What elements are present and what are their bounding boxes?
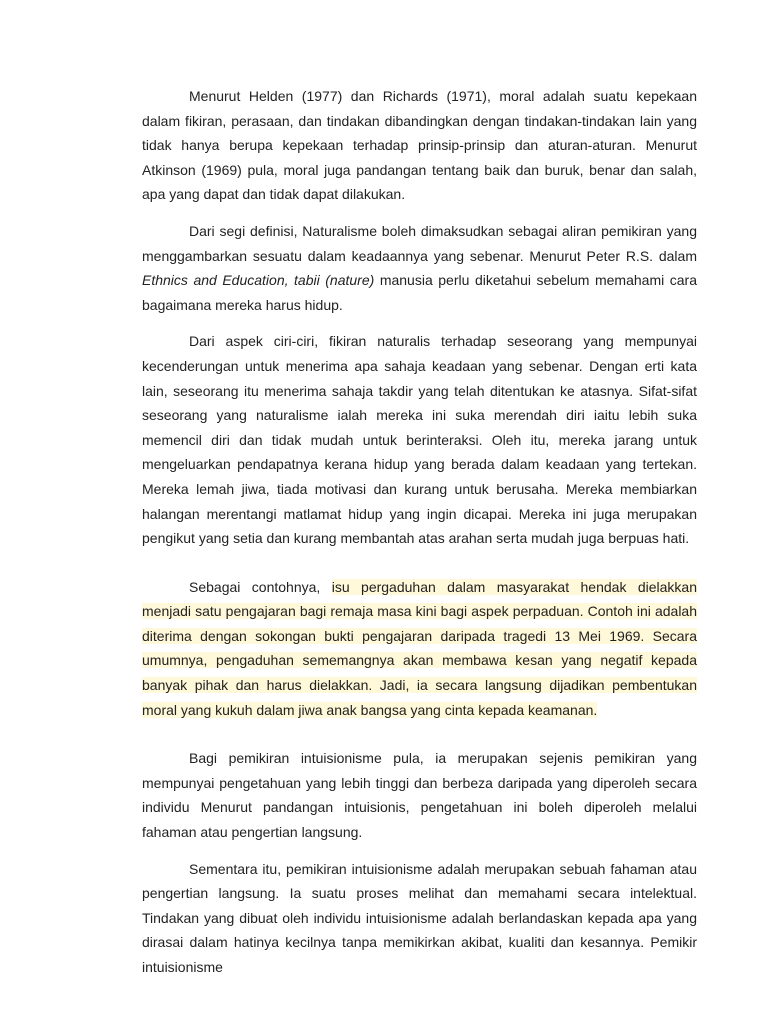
paragraph-spacer xyxy=(142,722,697,746)
paragraph-intuitionism-process xyxy=(142,857,697,980)
paragraph-text: Sebagai contohnya, xyxy=(189,578,332,595)
paragraph-naturalism-definition xyxy=(142,219,697,317)
paragraph-spacer xyxy=(142,317,697,329)
paragraph-spacer xyxy=(142,845,697,857)
paragraph-text: Dari segi definisi, Naturalisme boleh dimaksudkan sebagai aliran pemikiran yang menggambarkan sesuatu dalam keadaannya yang sebenar. Menurut Peter R.S. dalam xyxy=(142,222,697,264)
paragraph-intuitionism xyxy=(142,746,697,844)
paragraph-moral-definition xyxy=(142,84,697,207)
highlighted-text: isu pergaduhan dalam masyarakat hendak dielakkan menjadi satu pengajaran bagi remaja masa kini bagi aspek perpaduan. Contoh ini adalah diterima dengan sokongan bukti pengajaran daripada tragedi 13 Mei 1969. Secara umumnya, pengaduhan sememangnya akan membawa kesan yang negatif kepada banyak pihak dan harus dielakkan. Jadi, ia secara langsung dijadikan pembentukan moral yang kukuh dalam jiwa anak bangsa yang cinta kepada keamanan. xyxy=(142,578,698,718)
paragraph-example xyxy=(142,575,697,723)
paragraph-text: Menurut Helden (1977) dan Richards (1971), moral adalah suatu kepekaan dalam fikiran, perasaan, dan tindakan dibandingkan dengan tindakan-tindakan lain yang tidak hanya berupa kepekaan terhadap prinsip-prinsip dan aturan-aturan. Menurut Atkinson (1969) pula, moral juga pandangan tentang baik dan buruk, benar dan salah, apa yang dapat dan tidak dapat dilakukan. xyxy=(142,88,697,203)
paragraph-text: Sementara itu, pemikiran intuisionisme adalah merupakan sebuah fahaman atau pengertian langsung. Ia suatu proses melihat dan memahami secara intelektual. Tindakan yang dibuat oleh individu intuisionisme adalah berlandaskan kepada apa yang dirasai dalam hatinya kecilnya tanpa memikirkan akibat, kualiti dan kesannya. Pemikir intuisionisme xyxy=(142,860,697,975)
book-title-italic: Ethnics and Education, tabii (nature) xyxy=(142,272,375,289)
paragraph-naturalism-traits xyxy=(142,329,697,550)
paragraph-text: manusia perlu diketahui sebelum memahami cara bagaimana mereka harus hidup. xyxy=(142,272,697,313)
paragraph-text: Bagi pemikiran intuisionisme pula, ia merupakan sejenis pemikiran yang mempunyai pengetahuan yang lebih tinggi dan berbeza daripada yang diperoleh secara individu Menurut pandangan intuisionis, pengetahuan ini boleh diperoleh melalui fahaman atau pengertian langsung. xyxy=(142,750,697,841)
document-body xyxy=(142,84,697,980)
paragraph-spacer xyxy=(142,207,697,219)
paragraph-spacer xyxy=(142,551,697,575)
paragraph-text: Dari aspek ciri-ciri, fikiran naturalis terhadap seseorang yang mempunyai kecenderungan untuk menerima apa sahaja keadaan yang sebenar. Dengan erti kata lain, seseorang itu menerima sahaja takdir yang telah ditentukan ke atasnya. Sifat-sifat seseorang yang naturalisme ialah mereka ini suka merendah diri iaitu lebih suka memencil diri dan tidak mudah untuk berinteraksi. Oleh itu, mereka jarang untuk mengeluarkan pendapatnya kerana hidup yang berada dalam keadaan yang tertekan. Mereka lemah jiwa, tiada motivasi dan kurang untuk berusaha. Mereka membiarkan halangan merentangi matlamat hidup yang ingin dicapai. Mereka ini juga merupakan pengikut yang setia dan kurang membantah atas arahan serta mudah juga berpuas hati. xyxy=(142,333,697,547)
